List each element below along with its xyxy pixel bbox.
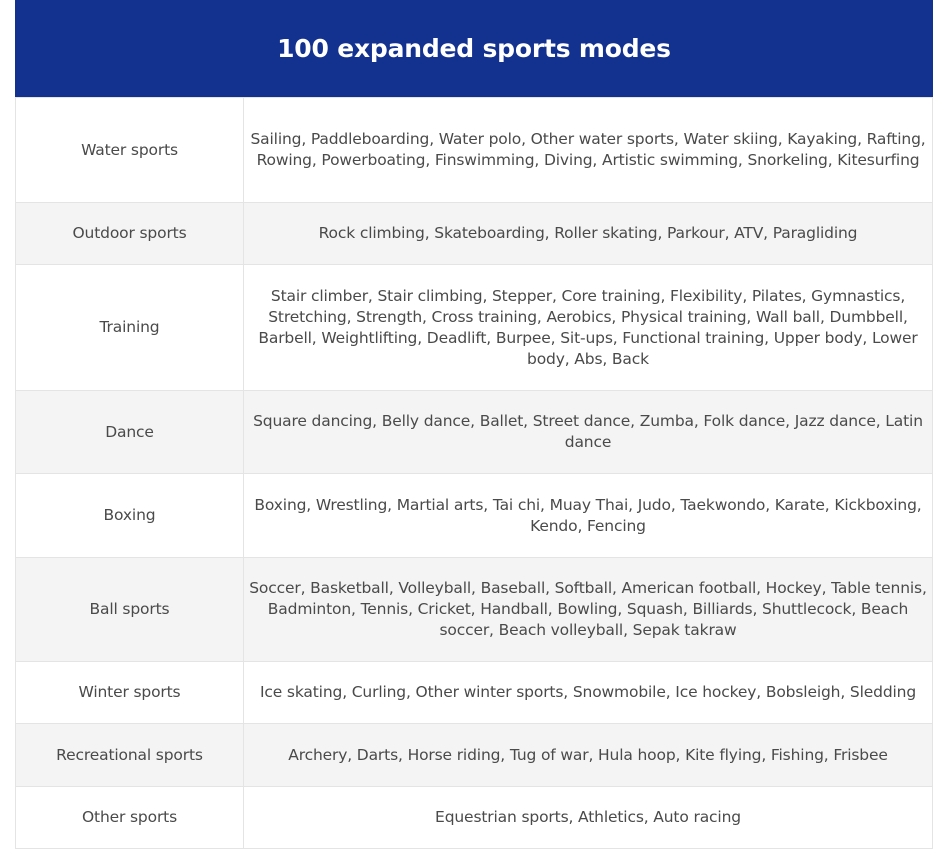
table-row xyxy=(16,203,933,265)
category-cell: Dance xyxy=(16,391,244,474)
modes-cell: Equestrian sports, Athletics, Auto racing xyxy=(244,787,933,849)
category-cell: Winter sports xyxy=(16,662,244,724)
table-title: 100 expanded sports modes xyxy=(15,0,933,97)
modes-cell: Archery, Darts, Horse riding, Tug of war, Hula hoop, Kite flying, Fishing, Frisbee xyxy=(244,724,933,787)
sports-modes-table xyxy=(15,97,933,849)
category-cell: Recreational sports xyxy=(16,724,244,787)
category-cell: Other sports xyxy=(16,787,244,849)
category-cell: Water sports xyxy=(16,98,244,203)
table-row xyxy=(16,265,933,391)
table-row xyxy=(16,662,933,724)
modes-cell: Ice skating, Curling, Other winter sports, Snowmobile, Ice hockey, Bobsleigh, Sledding xyxy=(244,662,933,724)
table-row xyxy=(16,724,933,787)
modes-cell: Sailing, Paddleboarding, Water polo, Other water sports, Water skiing, Kayaking, Rafting, Rowing, Powerboating, Finswimming, Diving, Artistic swimming, Snorkeling, Kitesurfing xyxy=(244,98,933,203)
table-row xyxy=(16,474,933,558)
category-cell: Ball sports xyxy=(16,558,244,662)
modes-cell: Boxing, Wrestling, Martial arts, Tai chi, Muay Thai, Judo, Taekwondo, Karate, Kickboxing, Kendo, Fencing xyxy=(244,474,933,558)
modes-cell: Square dancing, Belly dance, Ballet, Street dance, Zumba, Folk dance, Jazz dance, Latin dance xyxy=(244,391,933,474)
category-cell: Boxing xyxy=(16,474,244,558)
modes-cell: Rock climbing, Skateboarding, Roller skating, Parkour, ATV, Paragliding xyxy=(244,203,933,265)
table-row xyxy=(16,98,933,203)
table-row xyxy=(16,391,933,474)
category-cell: Training xyxy=(16,265,244,391)
sports-modes-table-container xyxy=(15,0,933,849)
table-row xyxy=(16,787,933,849)
modes-cell: Soccer, Basketball, Volleyball, Baseball, Softball, American football, Hockey, Table tennis, Badminton, Tennis, Cricket, Handball, Bowling, Squash, Billiards, Shuttlecock, Beach soccer, Beach volleyball, Sepak takraw xyxy=(244,558,933,662)
category-cell: Outdoor sports xyxy=(16,203,244,265)
table-row xyxy=(16,558,933,662)
modes-cell: Stair climber, Stair climbing, Stepper, Core training, Flexibility, Pilates, Gymnastics, Stretching, Strength, Cross training, Aerobics, Physical training, Wall ball, Dumbbell, Barbell, Weightlifting, Deadlift, Burpee, Sit-ups, Functional training, Upper body, Lower body, Abs, Back xyxy=(244,265,933,391)
